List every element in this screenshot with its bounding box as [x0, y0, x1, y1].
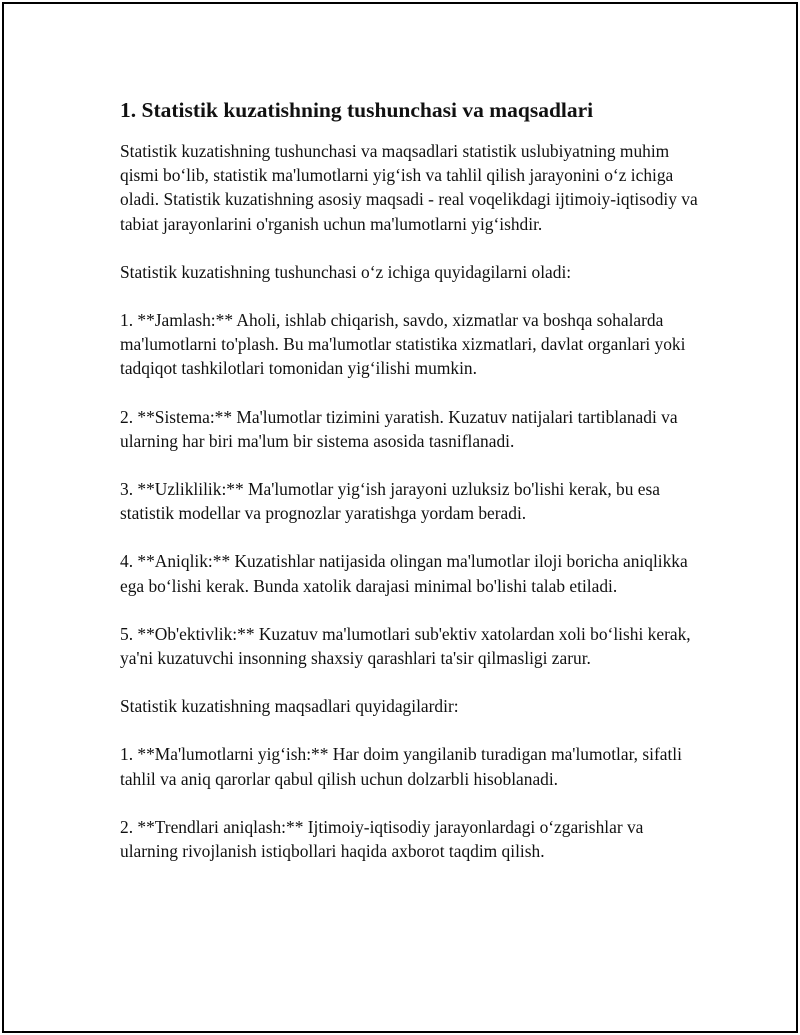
- section-title: 1. Statistik kuzatishning tushunchasi va maqsadlari: [120, 98, 594, 122]
- goal-item-trendlar: 2. **Trendlari aniqlash:** Ijtimoiy-iqtisodiy jarayonlardagi oʻzgarishlar va ularning rivojlanish istiqbollari haqida axborot taqdim qilish.: [120, 816, 644, 862]
- intro-paragraph: Statistik kuzatishning tushunchasi va maqsadlari statistik uslubiyatning muhim qismi boʻlib, statistik ma'lumotlarni yigʻish va tahlil qilish jarayonini oʻz ichiga oladi. Statistik kuzatishning asosiy maqsadi - real voqelikdagi ijtimoiy-iqtisodiy va tabiat jarayonlarini o'rganish uchun ma'lumotlarni yigʻishdir.: [120, 141, 698, 234]
- document-body: [120, 96, 700, 887]
- concept-item-jamlash: 1. **Jamlash:** Aholi, ishlab chiqarish, savdo, xizmatlar va boshqa sohalarda ma'lumotlarni to'plash. Bu ma'lumotlar statistika xizmatlari, davlat organlari yoki tadqiqot tashkilotlari tomonidan yigʻilishi mumkin.: [120, 310, 686, 379]
- concept-item-uzliklilik: 3. **Uzliklilik:** Ma'lumotlar yigʻish jarayoni uzluksiz bo'lishi kerak, bu esa statistik modellar va prognozlar yaratishga yordam beradi.: [120, 479, 660, 524]
- concept-item-sistema: 2. **Sistema:** Ma'lumotlar tizimini yaratish. Kuzatuv natijalari tartiblanadi va ularning har biri ma'lum bir sistema asosida tasniflanadi.: [120, 406, 678, 451]
- concept-item-obektivlik: 5. **Ob'ektivlik:** Kuzatuv ma'lumotlari sub'ektiv xatolardan xoli boʻlishi kerak, ya'ni kuzatuvchi insonning shaxsiy qarashlari ta'sir qilmasligi zarur.: [120, 623, 691, 669]
- concept-item-aniqlik: 4. **Aniqlik:** Kuzatishlar natijasida olingan ma'lumotlar iloji boricha aniqlikka ega boʻlishi kerak. Bunda xatolik darajasi minimal bo'lishi talab etiladi.: [120, 551, 688, 596]
- goal-item-malumotlar: 1. **Ma'lumotlarni yigʻish:** Har doim yangilanib turadigan ma'lumotlar, sifatli tahlil va aniq qarorlar qabul qilish uchun dolzarbli hisoblanadi.: [120, 744, 682, 789]
- document-page: [2, 2, 798, 1033]
- concept-lead-paragraph: Statistik kuzatishning tushunchasi oʻz ichiga quyidagilarni oladi:: [120, 261, 572, 282]
- goals-lead-paragraph: Statistik kuzatishning maqsadlari quyidagilardir:: [120, 696, 459, 717]
